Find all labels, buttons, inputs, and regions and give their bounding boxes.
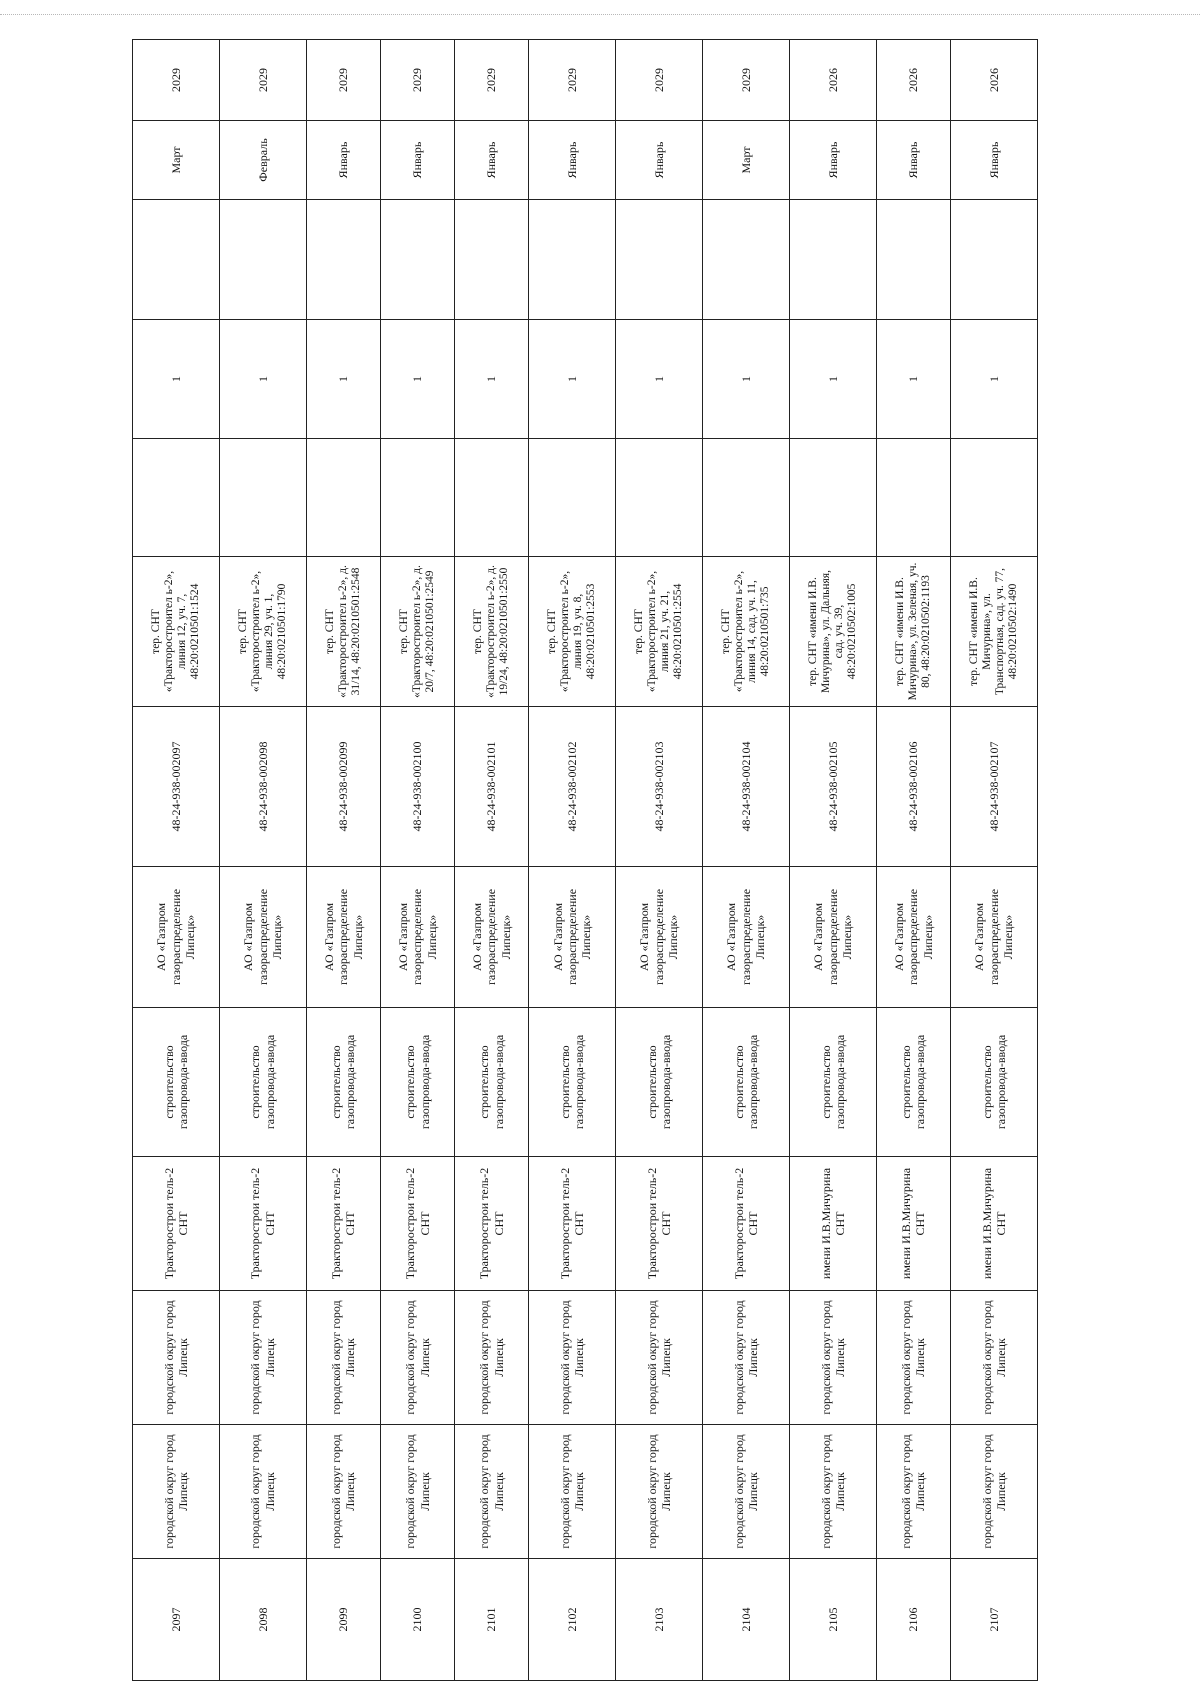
empty-cell	[703, 439, 790, 557]
work-type-cell: строительство газопровода-ввода	[703, 1008, 790, 1157]
organization-cell: АО «Газпром газораспределение Липецк»	[133, 867, 220, 1008]
work-type-cell: строительство газопровода-ввода	[133, 1008, 220, 1157]
empty-cell	[133, 200, 220, 320]
quantity-cell: 1	[703, 320, 790, 439]
empty-cell	[616, 200, 703, 320]
snt-cell: имени И.В.Мичурина СНТ	[950, 1157, 1037, 1291]
month-cell: Март	[703, 121, 790, 200]
quantity-cell: 1	[219, 320, 306, 439]
settlement-cell: городской округ город Липецк	[380, 1291, 454, 1425]
organization-cell: АО «Газпром газораспределение Липецк»	[455, 867, 529, 1008]
municipality-cell: городской округ город Липецк	[529, 1425, 616, 1559]
quantity-cell: 1	[529, 320, 616, 439]
snt-cell: Тракторострои тель-2 СНТ	[529, 1157, 616, 1291]
month-cell: Январь	[380, 121, 454, 200]
organization-cell: АО «Газпром газораспределение Липецк»	[380, 867, 454, 1008]
object-code-cell: 48-24-938-002098	[219, 707, 306, 867]
object-code-cell: 48-24-938-002106	[876, 707, 950, 867]
work-type-cell: строительство газопровода-ввода	[380, 1008, 454, 1157]
quantity-cell: 1	[133, 320, 220, 439]
quantity-cell: 1	[380, 320, 454, 439]
work-type-cell: строительство газопровода-ввода	[950, 1008, 1037, 1157]
settlement-cell: городской округ город Липецк	[789, 1291, 876, 1425]
snt-cell: Тракторострои тель-2 СНТ	[703, 1157, 790, 1291]
quantity-cell: 1	[950, 320, 1037, 439]
row-number: 2098	[219, 1559, 306, 1681]
row-number: 2104	[703, 1559, 790, 1681]
year-cell: 2029	[455, 40, 529, 121]
month-cell: Январь	[876, 121, 950, 200]
table-row	[306, 40, 380, 1681]
address-cell: тер. СНТ «Тракторостроител ь-2», д. 20/7, 48:20:0210501:2549	[380, 557, 454, 707]
empty-cell	[876, 439, 950, 557]
rotated-table-container	[132, 68, 1038, 1681]
empty-cell	[529, 439, 616, 557]
empty-cell	[380, 200, 454, 320]
settlement-cell: городской округ город Липецк	[455, 1291, 529, 1425]
empty-cell	[380, 439, 454, 557]
year-cell: 2029	[529, 40, 616, 121]
empty-cell	[703, 200, 790, 320]
snt-cell: имени И.В.Мичурина СНТ	[876, 1157, 950, 1291]
snt-cell: имени И.В.Мичурина СНТ	[789, 1157, 876, 1291]
year-cell: 2029	[616, 40, 703, 121]
rotated-table-frame	[132, 68, 1038, 1681]
table-row	[133, 40, 220, 1681]
settlement-cell: городской округ город Липецк	[876, 1291, 950, 1425]
table-row	[703, 40, 790, 1681]
row-number: 2102	[529, 1559, 616, 1681]
row-number: 2100	[380, 1559, 454, 1681]
year-cell: 2029	[306, 40, 380, 121]
municipality-cell: городской округ город Липецк	[306, 1425, 380, 1559]
municipality-cell: городской округ город Липецк	[219, 1425, 306, 1559]
table-row	[380, 40, 454, 1681]
snt-cell: Тракторострои тель-2 СНТ	[306, 1157, 380, 1291]
month-cell: Январь	[950, 121, 1037, 200]
organization-cell: АО «Газпром газораспределение Липецк»	[876, 867, 950, 1008]
row-number: 2106	[876, 1559, 950, 1681]
records-table	[132, 39, 1038, 1681]
table-row	[455, 40, 529, 1681]
work-type-cell: строительство газопровода-ввода	[529, 1008, 616, 1157]
row-number: 2107	[950, 1559, 1037, 1681]
quantity-cell: 1	[789, 320, 876, 439]
address-cell: тер. СНТ «Тракторостроител ь-2», д. 19/24, 48:20:0210501:2550	[455, 557, 529, 707]
year-cell: 2029	[219, 40, 306, 121]
table-row	[876, 40, 950, 1681]
municipality-cell: городской округ город Липецк	[950, 1425, 1037, 1559]
settlement-cell: городской округ город Липецк	[950, 1291, 1037, 1425]
empty-cell	[455, 439, 529, 557]
year-cell: 2026	[950, 40, 1037, 121]
snt-cell: Тракторострои тель-2 СНТ	[133, 1157, 220, 1291]
year-cell: 2029	[380, 40, 454, 121]
object-code-cell: 48-24-938-002104	[703, 707, 790, 867]
organization-cell: АО «Газпром газораспределение Липецк»	[789, 867, 876, 1008]
settlement-cell: городской округ город Липецк	[219, 1291, 306, 1425]
address-cell: тер. СНТ «имени И.В. Мичурина», ул. Зеленая, уч. 80, 48:20:0210502:1193	[876, 557, 950, 707]
work-type-cell: строительство газопровода-ввода	[789, 1008, 876, 1157]
month-cell: Январь	[789, 121, 876, 200]
object-code-cell: 48-24-938-002107	[950, 707, 1037, 867]
organization-cell: АО «Газпром газораспределение Липецк»	[529, 867, 616, 1008]
municipality-cell: городской округ город Липецк	[789, 1425, 876, 1559]
table-row	[789, 40, 876, 1681]
settlement-cell: городской округ город Липецк	[616, 1291, 703, 1425]
month-cell: Февраль	[219, 121, 306, 200]
organization-cell: АО «Газпром газораспределение Липецк»	[950, 867, 1037, 1008]
object-code-cell: 48-24-938-002097	[133, 707, 220, 867]
settlement-cell: городской округ город Липецк	[133, 1291, 220, 1425]
row-number: 2101	[455, 1559, 529, 1681]
row-number: 2097	[133, 1559, 220, 1681]
table-row	[219, 40, 306, 1681]
month-cell: Январь	[306, 121, 380, 200]
empty-cell	[789, 200, 876, 320]
object-code-cell: 48-24-938-002105	[789, 707, 876, 867]
row-number: 2105	[789, 1559, 876, 1681]
year-cell: 2029	[133, 40, 220, 121]
empty-cell	[306, 200, 380, 320]
object-code-cell: 48-24-938-002103	[616, 707, 703, 867]
address-cell: тер. СНТ «имени И.В. Мичурина», ул. Транспортная, сад. уч. 77, 48:20:0210502:1490	[950, 557, 1037, 707]
year-cell: 2026	[789, 40, 876, 121]
quantity-cell: 1	[455, 320, 529, 439]
address-cell: тер. СНТ «Тракторостроител ь-2», линия 19, уч. 8, 48:20:0210501:2553	[529, 557, 616, 707]
address-cell: тер. СНТ «Тракторостроител ь-2», линия 12, уч. 7, 48:20:0210501:1524	[133, 557, 220, 707]
month-cell: Январь	[529, 121, 616, 200]
year-cell: 2029	[703, 40, 790, 121]
address-cell: тер. СНТ «Тракторостроител ь-2», линия 14, сад. уч. 11, 48:20:0210501:735	[703, 557, 790, 707]
quantity-cell: 1	[616, 320, 703, 439]
address-cell: тер. СНТ «имени И.В. Мичурина», ул. Дальняя, сад. уч. 39, 48:20:0210502:1005	[789, 557, 876, 707]
organization-cell: АО «Газпром газораспределение Липецк»	[306, 867, 380, 1008]
organization-cell: АО «Газпром газораспределение Липецк»	[616, 867, 703, 1008]
empty-cell	[876, 200, 950, 320]
municipality-cell: городской округ город Липецк	[876, 1425, 950, 1559]
snt-cell: Тракторострои тель-2 СНТ	[380, 1157, 454, 1291]
work-type-cell: строительство газопровода-ввода	[876, 1008, 950, 1157]
address-cell: тер. СНТ «Тракторостроител ь-2», д. 31/14, 48:20:0210501:2548	[306, 557, 380, 707]
municipality-cell: городской округ город Липецк	[703, 1425, 790, 1559]
empty-cell	[950, 200, 1037, 320]
table-row	[529, 40, 616, 1681]
municipality-cell: городской округ город Липецк	[455, 1425, 529, 1559]
settlement-cell: городской округ город Липецк	[703, 1291, 790, 1425]
organization-cell: АО «Газпром газораспределение Липецк»	[703, 867, 790, 1008]
empty-cell	[529, 200, 616, 320]
municipality-cell: городской округ город Липецк	[616, 1425, 703, 1559]
object-code-cell: 48-24-938-002100	[380, 707, 454, 867]
address-cell: тер. СНТ «Тракторостроител ь-2», линия 21, уч. 21, 48:20:0210501:2554	[616, 557, 703, 707]
empty-cell	[950, 439, 1037, 557]
organization-cell: АО «Газпром газораспределение Липецк»	[219, 867, 306, 1008]
work-type-cell: строительство газопровода-ввода	[219, 1008, 306, 1157]
empty-cell	[616, 439, 703, 557]
work-type-cell: строительство газопровода-ввода	[455, 1008, 529, 1157]
quantity-cell: 1	[876, 320, 950, 439]
empty-cell	[455, 200, 529, 320]
table-row	[950, 40, 1037, 1681]
quantity-cell: 1	[306, 320, 380, 439]
snt-cell: Тракторострои тель-2 СНТ	[455, 1157, 529, 1291]
empty-cell	[789, 439, 876, 557]
month-cell: Январь	[616, 121, 703, 200]
month-cell: Январь	[455, 121, 529, 200]
snt-cell: Тракторострои тель-2 СНТ	[616, 1157, 703, 1291]
municipality-cell: городской округ город Липецк	[133, 1425, 220, 1559]
year-cell: 2026	[876, 40, 950, 121]
object-code-cell: 48-24-938-002099	[306, 707, 380, 867]
municipality-cell: городской округ город Липецк	[380, 1425, 454, 1559]
empty-cell	[219, 439, 306, 557]
work-type-cell: строительство газопровода-ввода	[616, 1008, 703, 1157]
address-cell: тер. СНТ «Тракторостроител ь-2», линия 29, уч. 1, 48:20:0210501:1790	[219, 557, 306, 707]
settlement-cell: городской округ город Липецк	[529, 1291, 616, 1425]
object-code-cell: 48-24-938-002101	[455, 707, 529, 867]
row-number: 2103	[616, 1559, 703, 1681]
snt-cell: Тракторострои тель-2 СНТ	[219, 1157, 306, 1291]
empty-cell	[133, 439, 220, 557]
scan-top-edge	[0, 0, 1200, 15]
work-type-cell: строительство газопровода-ввода	[306, 1008, 380, 1157]
row-number: 2099	[306, 1559, 380, 1681]
object-code-cell: 48-24-938-002102	[529, 707, 616, 867]
empty-cell	[306, 439, 380, 557]
table-row	[616, 40, 703, 1681]
month-cell: Март	[133, 121, 220, 200]
empty-cell	[219, 200, 306, 320]
settlement-cell: городской округ город Липецк	[306, 1291, 380, 1425]
